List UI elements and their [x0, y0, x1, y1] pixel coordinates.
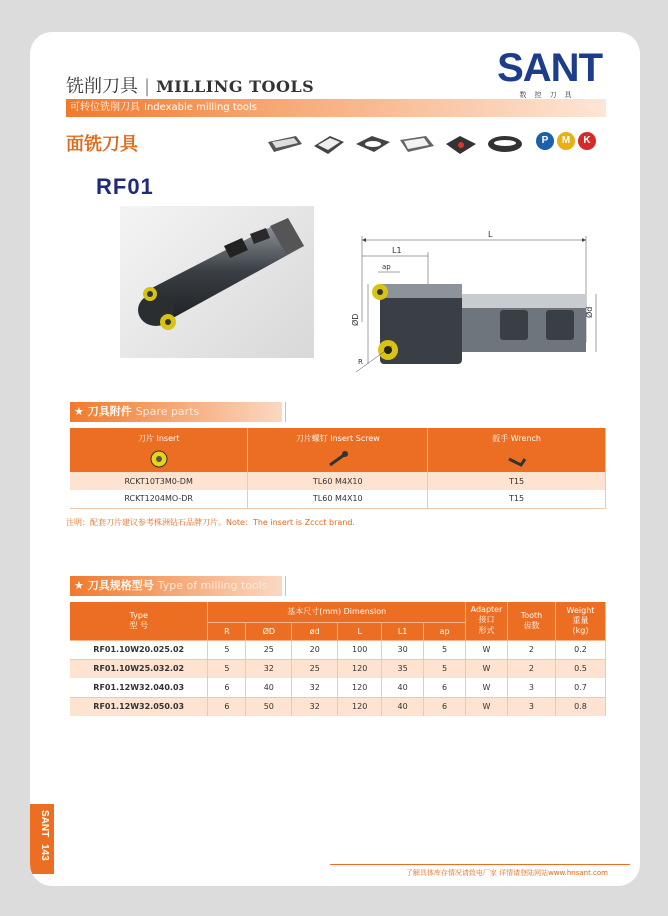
spare-wrench-value: T15 [428, 490, 606, 508]
spec-shank-d-value: 32 [292, 697, 338, 716]
spare-col-insert-cn: 刀片 [137, 433, 154, 443]
spare-col-wrench-cn: 扳手 [492, 433, 509, 443]
spec-col-shank-d: ød [292, 622, 338, 640]
spec-od-value: 25 [246, 640, 292, 659]
spec-col-dimension [208, 602, 466, 622]
spare-col-wrench [428, 428, 606, 448]
spec-adapter-value: W [466, 640, 508, 659]
insert-cell [70, 448, 248, 472]
model-title: RF01 [96, 174, 154, 199]
dim-label-l1: L1 [392, 246, 402, 255]
spec-type-value: RF01.12W32.050.03 [70, 697, 208, 716]
insert-note: 注明：配套刀片建议参考株洲钻石品牌刀片。Note：The insert is Zccct brand. [66, 518, 355, 527]
header-title-cn: 铣削刀具 [66, 76, 138, 97]
spec-tooth-value: 3 [508, 697, 556, 716]
spec-header-row-1 [70, 602, 606, 622]
brand-logo [497, 48, 602, 100]
spec-weight-value: 0.2 [555, 640, 605, 659]
spec-col-r: R [208, 622, 246, 640]
spec-od-value: 40 [246, 678, 292, 697]
material-badge-k: K [578, 132, 596, 150]
spec-type-value: RF01.10W25.032.02 [70, 659, 208, 678]
spec-adapter-value: W [466, 697, 508, 716]
spare-col-screw [248, 428, 428, 448]
spec-heading-cn: ★ 刀具规格型号 [74, 579, 154, 592]
material-badges [536, 132, 596, 150]
spec-col-tooth-cn: 齿数 [523, 620, 540, 630]
dim-label-d-shank: Ød [585, 306, 594, 318]
spec-r-value: 6 [208, 697, 246, 716]
spec-heading [70, 576, 282, 596]
spec-col-weight-en: Weight [566, 606, 595, 616]
header-title-en: MILLING TOOLS [156, 77, 315, 96]
spec-row [70, 640, 606, 659]
insert-shape-3-icon [354, 132, 392, 156]
insert-shape-6-icon [486, 132, 524, 156]
round-insert-icon [149, 449, 169, 469]
spec-od-value: 32 [246, 659, 292, 678]
spare-parts-icon-row [70, 448, 606, 472]
spec-col-type-en: Type [129, 610, 148, 620]
spec-l1-value: 35 [382, 659, 424, 678]
spare-parts-heading [70, 402, 282, 422]
spec-row [70, 659, 606, 678]
spec-tooth-value: 2 [508, 659, 556, 678]
page-number: 143 [39, 844, 50, 861]
spec-col-adapter-cn2: 形式 [478, 626, 495, 636]
subtitle-en: Indexable milling tools [144, 102, 257, 113]
insert-shape-5-icon [442, 132, 480, 156]
section-title: 面铣刀具 [66, 134, 138, 155]
spec-weight-value: 0.7 [555, 678, 605, 697]
spec-col-weight-cn: 重量 [572, 616, 589, 626]
spec-col-ap: ap [424, 622, 466, 640]
spec-l-value: 120 [338, 697, 382, 716]
spec-col-adapter-en: Adapter [470, 605, 503, 615]
spec-col-dimension-cn: 基本尺寸(mm) [287, 607, 342, 617]
spec-l-value: 100 [338, 640, 382, 659]
spare-parts-heading-cn: ★ 刀具附件 [74, 405, 132, 418]
side-tab-brand: SANT [39, 810, 50, 838]
header-separator: | [144, 76, 151, 97]
spec-l1-value: 30 [382, 640, 424, 659]
spec-l-value: 120 [338, 659, 382, 678]
spare-screw-value: TL60 M4X10 [248, 472, 428, 490]
spec-col-weight-unit: (kg) [572, 626, 589, 636]
spec-ap-value: 6 [424, 697, 466, 716]
logo-sub-text: 数控刀具 [519, 91, 580, 99]
screw-cell [248, 448, 428, 472]
milling-cutter-render [120, 206, 314, 358]
spare-parts-heading-en: Spare parts [135, 405, 200, 418]
spec-shank-d-value: 32 [292, 678, 338, 697]
dim-label-l: L [488, 230, 493, 239]
footer-divider [330, 864, 630, 865]
spec-od-value: 50 [246, 697, 292, 716]
page-header [66, 72, 314, 98]
spec-r-value: 6 [208, 678, 246, 697]
spec-col-dimension-en: Dimension [343, 607, 387, 617]
subtitle-bar [66, 99, 606, 117]
spec-l-value: 120 [338, 678, 382, 697]
spec-l1-value: 40 [382, 678, 424, 697]
spare-parts-row [70, 472, 606, 490]
spare-insert-value: RCKT10T3M0-DM [70, 472, 248, 490]
spec-r-value: 5 [208, 640, 246, 659]
spec-tooth-value: 3 [508, 678, 556, 697]
spare-col-insert [70, 428, 248, 448]
spare-wrench-value: T15 [428, 472, 606, 490]
spec-weight-value: 0.8 [555, 697, 605, 716]
spare-parts-header-row [70, 428, 606, 448]
material-badge-p: P [536, 132, 554, 150]
catalog-page [30, 32, 640, 886]
spare-screw-value: TL60 M4X10 [248, 490, 428, 508]
spec-col-l: L [338, 622, 382, 640]
insert-shape-2-icon [310, 132, 348, 156]
spec-type-value: RF01.10W20.025.02 [70, 640, 208, 659]
spec-col-type-cn: 型 号 [129, 620, 148, 630]
logo-main-text: SANT [497, 46, 602, 90]
spec-table [70, 602, 606, 716]
spec-col-tooth-en: Tooth [520, 610, 543, 620]
spec-ap-value: 6 [424, 678, 466, 697]
insert-shape-icons [266, 132, 524, 156]
spare-col-wrench-en: Wrench [510, 433, 541, 443]
spare-parts-table [70, 428, 606, 509]
spec-row [70, 678, 606, 697]
spare-parts-row [70, 490, 606, 508]
insert-shape-4-icon [398, 132, 436, 156]
spec-col-type [70, 602, 208, 640]
spec-l1-value: 40 [382, 697, 424, 716]
dim-label-d-outer: ØD [351, 313, 360, 326]
tool-photo [120, 206, 314, 358]
spec-adapter-value: W [466, 659, 508, 678]
side-page-tab [30, 804, 54, 874]
spec-type-value: RF01.12W32.040.03 [70, 678, 208, 697]
spec-ap-value: 5 [424, 640, 466, 659]
spare-col-screw-cn: 刀片螺钉 [295, 433, 328, 443]
insert-shape-1-icon [266, 132, 304, 156]
wrench-cell [428, 448, 606, 472]
technical-drawing [330, 222, 600, 372]
spec-shank-d-value: 20 [292, 640, 338, 659]
dim-label-ap: ap [382, 263, 391, 271]
spec-col-adapter [466, 602, 508, 640]
torx-wrench-icon [505, 449, 529, 469]
spec-tooth-value: 2 [508, 640, 556, 659]
spec-row [70, 697, 606, 716]
footer-contact: 了解具体库存情况请致电厂家 详情请登陆网站www.hnsant.com [405, 869, 608, 877]
spec-ap-value: 5 [424, 659, 466, 678]
spec-col-od: ØD [246, 622, 292, 640]
insert-screw-icon [326, 449, 350, 469]
subtitle-cn: 可转位铣削刀具 [70, 102, 140, 113]
spare-insert-value: RCKT1204MO-DR [70, 490, 248, 508]
spec-col-l1: L1 [382, 622, 424, 640]
spare-col-insert-en: Insert [156, 433, 180, 443]
spec-r-value: 5 [208, 659, 246, 678]
spec-col-adapter-cn1: 接口 [478, 615, 495, 625]
spec-heading-en: Type of milling tools [157, 579, 268, 592]
dim-label-r: R [358, 358, 363, 366]
spec-col-weight [555, 602, 605, 640]
spec-weight-value: 0.5 [555, 659, 605, 678]
spare-col-screw-en: Insert Screw [330, 433, 380, 443]
spec-adapter-value: W [466, 678, 508, 697]
spec-shank-d-value: 25 [292, 659, 338, 678]
spec-col-tooth [508, 602, 556, 640]
material-badge-m: M [557, 132, 575, 150]
